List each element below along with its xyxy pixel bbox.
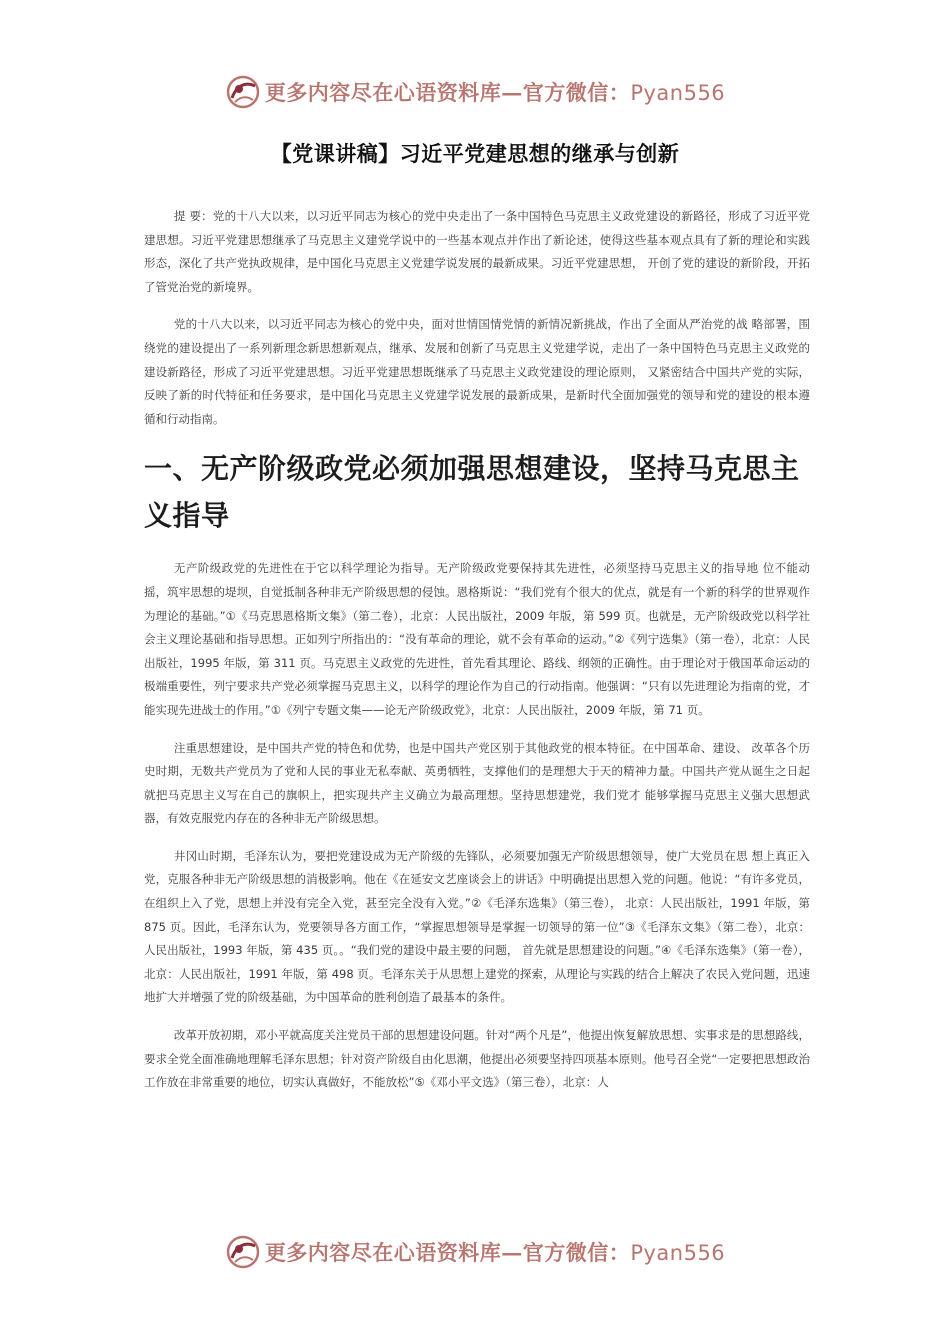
body-paragraph: 注重思想建设，是中国共产党的特色和优势，也是中国共产党区别于其他政党的根本特征。在中国革命、建设、 改革各个历史时期，无数共产党员为了党和人民的事业无私奉献、英勇牺牲，支撑他们的是理想大于天的精神力量。中国共产党从诞生之日起就把马克思主义写在自己的旗帜上，把实现共产主义确立为最高理想。坚持思想建党，我们党才 能够掌握马克思主义强大思想武器，有效克服党内存在的各种非无产阶级思想。 (144, 740, 810, 826)
abstract-paragraph: 提 要：党的十八大以来，以习近平同志为核心的党中央走出了一条中国特色马克思主义政党建设的新路径，形成了习近平党建思想。习近平党建思想继承了马克思主义建党学说中的一些基本观点并作出了新论述，使得这些基本观点具有了新的理论和实践形态，深化了共产党执政规律，是中国化马克思主义党建学说发展的最新成果。习近平党建思想， 开创了党的建设的新阶段，开拓了管党治党的新境界。 (144, 209, 810, 294)
watermark-text: 更多内容尽在心语资料库—官方微信：Pyan556 (264, 80, 726, 105)
watermark-banner-bottom (0, 1230, 950, 1274)
watermark-banner-top (0, 70, 950, 114)
body-paragraph: 井冈山时期，毛泽东认为，要把党建设成为无产阶级的先锋队，必须要加强无产阶级思想领导，使广大党员在思 想上真正入党，克服各种非无产阶级思想的消极影响。他在《在延安文艺座谈会上的讲话》中明确提出思想入党的问题。他说：“有许多党员，在组织上入了党，思想上并没有完全入党，甚至完全没有入党。”②《毛泽东选集》（第三卷）， 北京：人民出版社，1991 年版，第 875 页。因此，毛泽东认为，党要领导各方面工作，“掌握思想领导是掌握一切领导的第一位”③《毛泽东文集》（第二卷），北京：人民出版社，1993 年版，第 435 页。。“我们党的建设中最主要的问题， 首先就是思想建设的问题。”④《毛泽东选集》（第一卷），北京：人民出版社，1991 年版，第 498 页。毛泽东关于从思想上建党的探索，从理论与实践的结合上解决了农民入党问题，迅速地扩大并增强了党的阶级基础，为中国革命的胜利创造了最基本的条件。 (144, 848, 810, 1005)
body-paragraph: 无产阶级政党的先进性在于它以科学理论为指导。无产阶级政党要保持其先进性，必须坚持马克思主义的指导地 位不能动摇，筑牢思想的堤坝，自觉抵制各种非无产阶级思想的侵蚀。恩格斯说：“我们党有个很大的优点，就是有一个新的科学的世界观作为理论的基础。”①《马克思恩格斯文集》（第二卷），北京：人民出版社，2009 年版，第 599 页。也就是，无产阶级政党以科学社会主义理论基础和指导思想。正如列宁所指出的：“没有革命的理论，就不会有革命的运动。”②《列宁选集》（第一卷），北京：人民出版社，1995 年版，第 311 页。马克思主义政党的先进性，首先看其理论、路线、纲领的正确性。由于理论对于俄国革命运动的极端重要性，列宁要求共产党必须掌握马克思主义，以科学的理论作为自己的行动指南。他强调：“只有以先进理论为指南的党，才能实现先进战士的作用。”①《列宁专题文集——论无产阶级政党》，北京：人民出版社，2009 年版，第 71 页。 (144, 561, 810, 717)
body-paragraph: 改革开放初期，邓小平就高度关注党员干部的思想建设问题。针对“两个凡是”，他提出恢复解放思想、实事求是的思想路线，要求全党全面准确地理解毛泽东思想；针对资产阶级自由化思潮，他提出必须要坚持四项基本原则。他号召全党“一定要把思想政治工作放在非常重要的地位，切实认真做好，不能放松”⑤《邓小平文选》（第三卷），北京：人 (144, 1028, 810, 1090)
brand-logo-icon (225, 74, 261, 110)
document-body (144, 205, 810, 1109)
watermark-text: 更多内容尽在心语资料库—官方微信：Pyan556 (264, 1240, 726, 1265)
document-title: 【党课讲稿】习近平党建思想的继承与创新 (270, 142, 680, 166)
intro-paragraph: 党的十八大以来，以习近平同志为核心的党中央，面对世情国情党情的新情况新挑战，作出了全面从严治党的战 略部署，围绕党的建设提出了一系列新理念新思想新观点，继承、发展和创新了马克思主义党建学说，走出了一条中国特色马克思主义政党的建设新路径，形成了习近平党建思想。习近平党建思想既继承了马克思主义政党建设的理论原则， 又紧密结合中国共产党的实际，反映了新的时代特征和任务要求，是中国化马克思主义党建学说发展的最新成果，是新时代全面加强党的领导和党的建设的根本遵循和行动指南。 (144, 317, 810, 426)
section-heading: 一、无产阶级政党必须加强思想建设，坚持马克思主义指导 (144, 452, 800, 533)
brand-logo-icon (225, 1234, 261, 1270)
